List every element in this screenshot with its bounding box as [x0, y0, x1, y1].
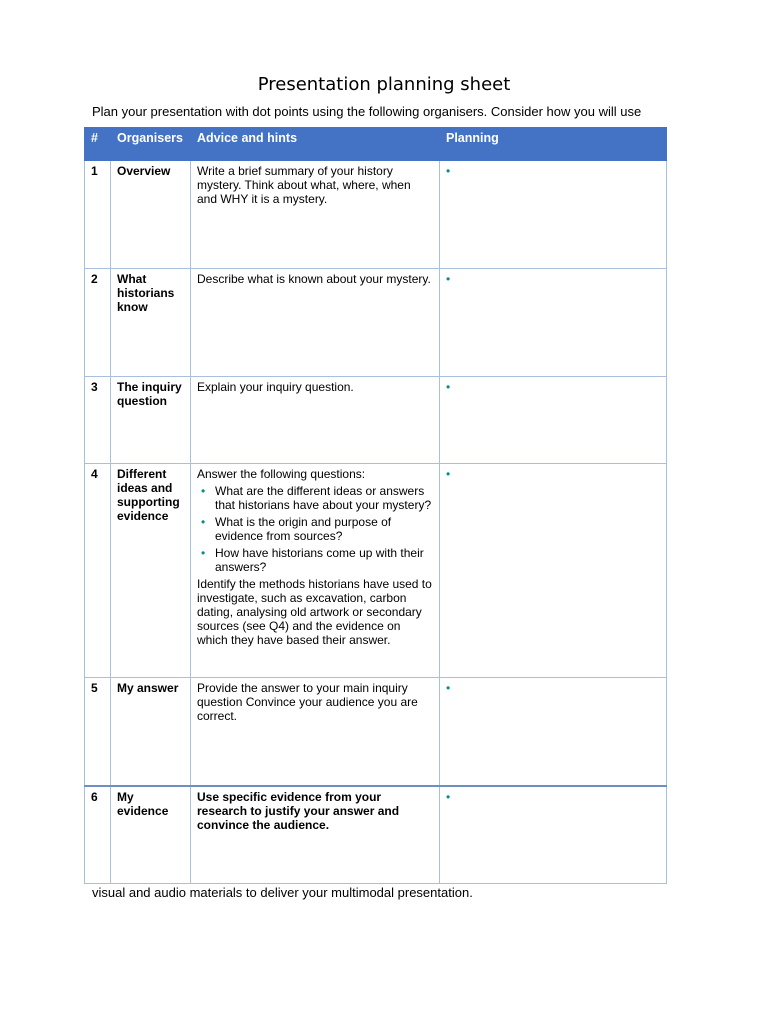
bullet-icon: • [446, 681, 451, 695]
table-row [85, 786, 667, 884]
bullet-icon: • [446, 467, 451, 481]
planning-cell[interactable] [440, 464, 667, 678]
planning-table [84, 127, 667, 884]
page-title: Presentation planning sheet [257, 74, 511, 95]
planning-cell[interactable] [440, 161, 667, 269]
row-number: 6 [85, 786, 111, 884]
row-number: 1 [85, 161, 111, 269]
advice-lead: Answer the following questions: [197, 467, 366, 481]
row-organiser: My answer [111, 678, 191, 786]
list-item: • How have historians come up with their answers? [215, 546, 433, 574]
bullet-icon: • [446, 164, 451, 178]
row-advice: Describe what is known about your mystery. [191, 269, 440, 377]
table-row [85, 464, 667, 678]
row-number: 2 [85, 269, 111, 377]
bullet-icon: • [446, 380, 451, 394]
planning-cell[interactable] [440, 269, 667, 377]
outro-text: visual and audio materials to deliver your multimodal presentation. [92, 885, 473, 900]
table-row [85, 678, 667, 786]
header-number: # [85, 128, 111, 161]
row-organiser: Different ideas and supporting evidence [111, 464, 191, 678]
planning-cell[interactable] [440, 786, 667, 884]
bullet-icon: • [446, 272, 451, 286]
planning-cell[interactable] [440, 678, 667, 786]
header-organisers: Organisers [111, 128, 191, 161]
list-item: • What are the different ideas or answers that historians have about your mystery? [215, 484, 433, 512]
row-organiser: What historians know [111, 269, 191, 377]
table-row [85, 161, 667, 269]
table-header-row [85, 128, 667, 161]
row-organiser: My evidence [111, 786, 191, 884]
row-number: 5 [85, 678, 111, 786]
table-row [85, 269, 667, 377]
table-row [85, 377, 667, 464]
header-planning: Planning [440, 128, 667, 161]
list-item: • What is the origin and purpose of evidence from sources? [215, 515, 433, 543]
planning-cell[interactable] [440, 377, 667, 464]
row-advice [191, 464, 440, 678]
advice-tail: Identify the methods historians have used to investigate, such as excavation, carbon dating, analysing old artwork or secondary sources (see Q4) and the evidence on which they have based their answer. [197, 577, 432, 647]
row-advice: Write a brief summary of your history mystery. Think about what, where, when and WHY it is a mystery. [191, 161, 440, 269]
header-advice: Advice and hints [191, 128, 440, 161]
row-organiser: Overview [111, 161, 191, 269]
row-number: 3 [85, 377, 111, 464]
row-number: 4 [85, 464, 111, 678]
intro-text: Plan your presentation with dot points using the following organisers. Consider how you will use [92, 104, 642, 119]
row-advice: Use specific evidence from your research to justify your answer and convince the audience. [191, 786, 440, 884]
row-advice: Explain your inquiry question. [191, 377, 440, 464]
row-organiser: The inquiry question [111, 377, 191, 464]
bullet-icon: • [446, 789, 451, 804]
question-list [197, 484, 433, 574]
row-advice: Provide the answer to your main inquiry question Convince your audience you are correct. [191, 678, 440, 786]
